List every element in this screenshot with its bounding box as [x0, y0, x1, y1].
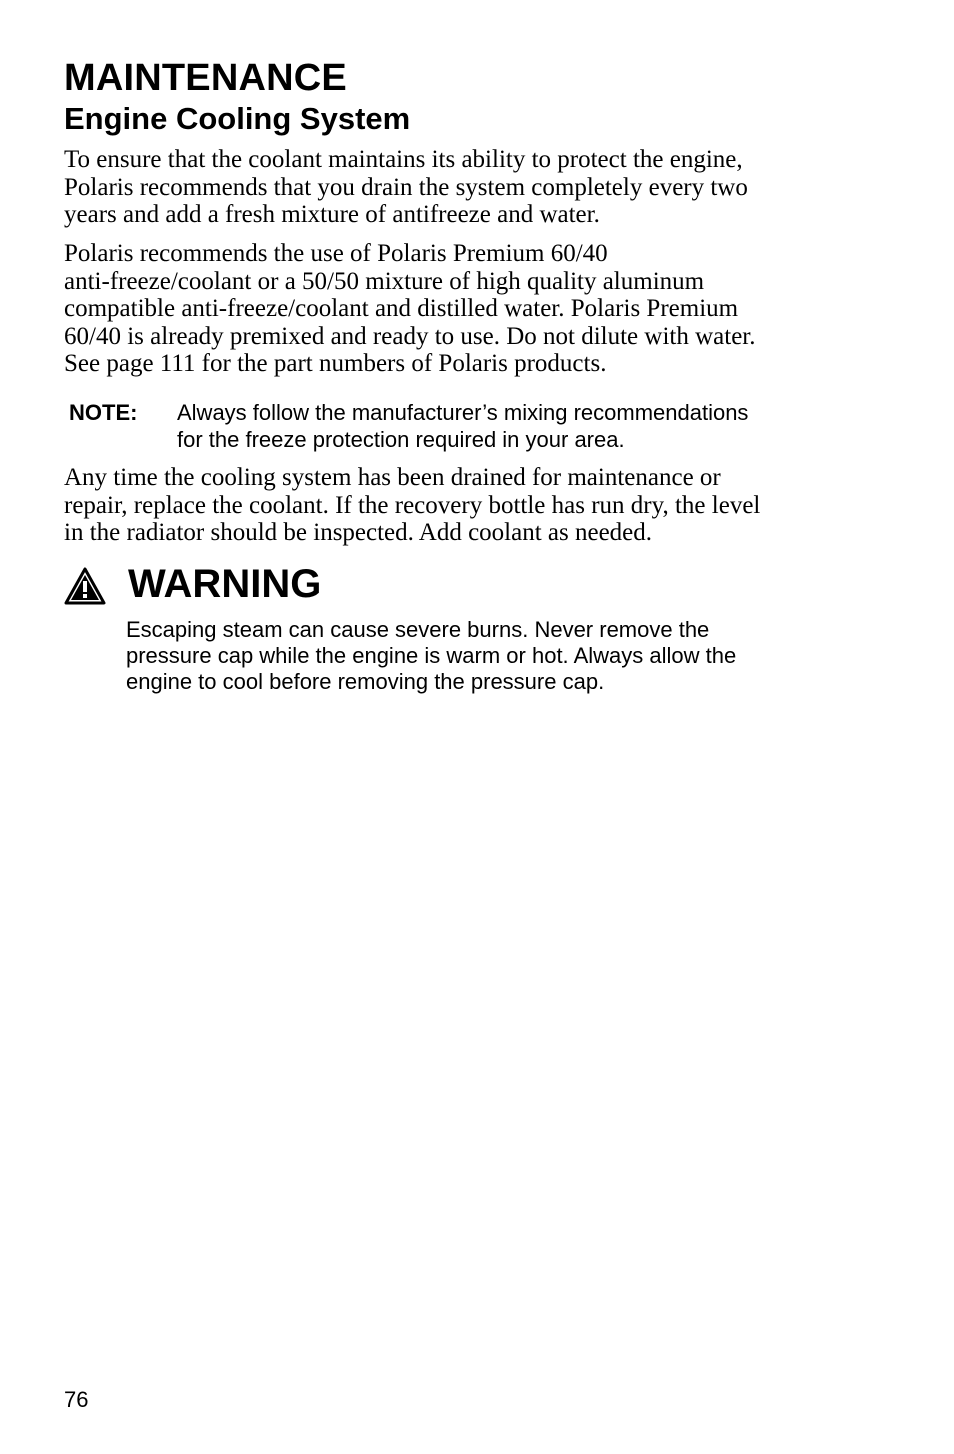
- subsection-title: Engine Cooling System: [64, 101, 411, 136]
- paragraph-coolant-recommendation: Polaris recommends the use of Polaris Premium 60/40 anti-freeze/coolant or a 50/50 mixture of high quality aluminum compatible anti-freeze/coolant and distilled water. Polaris Premium 60/40 is already premixed and ready to use. Do not dilute with water. See page 111 for the part numbers of Polaris products.: [64, 240, 756, 377]
- section-title: MAINTENANCE: [64, 57, 347, 99]
- warning-triangle-icon: [64, 567, 106, 605]
- paragraph-replace-coolant: Any time the cooling system has been drained for maintenance or repair, replace the coolant. If the recovery bottle has run dry, the level in the radiator should be inspected. Add coolant as needed.: [64, 464, 761, 546]
- page-number: 76: [64, 1387, 89, 1412]
- warning-text: Escaping steam can cause severe burns. Never remove the pressure cap while the engine is warm or hot. Always allow the engine to cool before removing the pressure cap.: [126, 617, 737, 694]
- note-text: Always follow the manufacturer’s mixing recommendations for the freeze protection required in your area.: [177, 400, 749, 452]
- warning-title: WARNING: [128, 562, 322, 606]
- note-label: NOTE:: [69, 400, 138, 425]
- paragraph-coolant-drain: To ensure that the coolant maintains its ability to protect the engine, Polaris recommends that you drain the system completely every two years and add a fresh mixture of antifreeze and water.: [64, 146, 748, 228]
